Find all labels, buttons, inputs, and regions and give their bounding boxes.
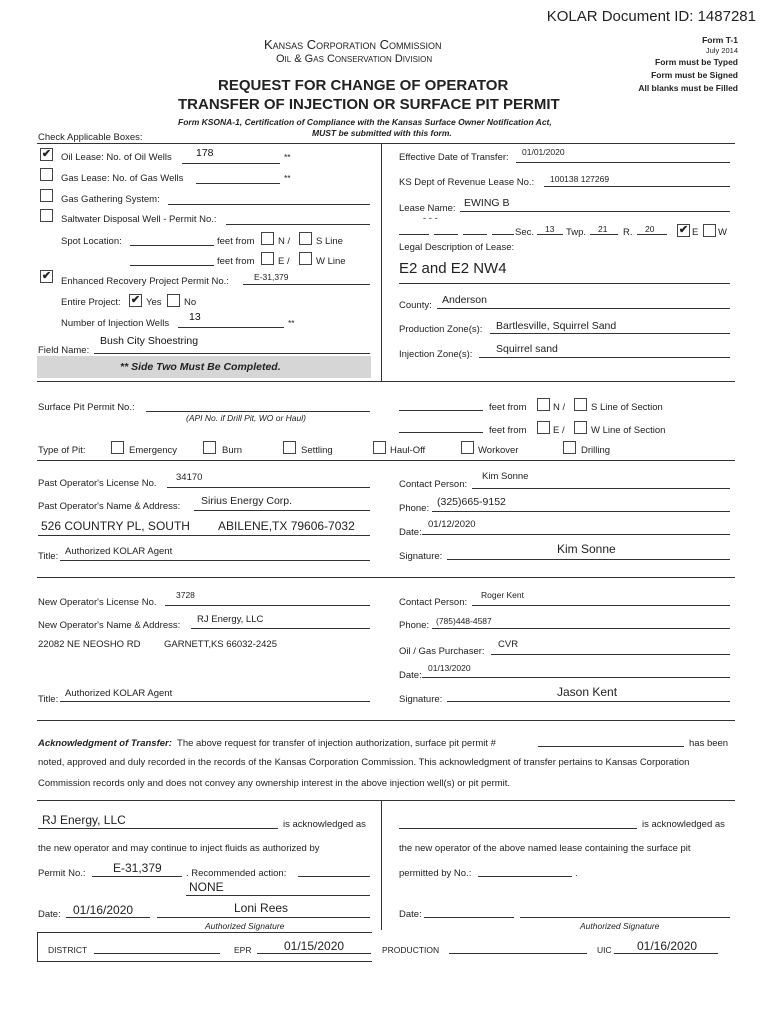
ack-permit-line[interactable] <box>538 746 684 747</box>
pit-settling-checkbox[interactable] <box>283 441 296 454</box>
purchaser-value[interactable]: CVR <box>498 639 519 650</box>
pit-drilling-label: Drilling <box>581 445 611 456</box>
permitted-by-line[interactable] <box>478 876 572 877</box>
past-address-value[interactable]: 526 COUNTRY PL, SOUTH <box>41 519 190 533</box>
requirement-filled: All blanks must be Filled <box>638 83 738 93</box>
past-title-value[interactable]: Authorized KOLAR Agent <box>65 546 173 557</box>
oil-wells-count[interactable]: 178 <box>196 147 214 159</box>
injection-zone-line <box>479 357 730 358</box>
form-title-line2: TRANSFER OF INJECTION OR SURFACE PIT PERMIT <box>178 96 560 113</box>
oil-lease-label: Oil Lease: No. of Oil Wells <box>61 152 172 163</box>
requirement-signed: Form must be Signed <box>651 70 738 80</box>
range-label: R. <box>623 227 633 238</box>
gas-lease-checkbox[interactable] <box>40 168 53 181</box>
oil-wells-line <box>182 163 280 164</box>
new-name-label: New Operator's Name & Address: <box>38 620 181 631</box>
form-date: July 2014 <box>705 46 738 55</box>
spot-ew-line[interactable] <box>130 265 214 266</box>
divider <box>37 381 735 382</box>
oil-lease-checkbox[interactable]: ✔ <box>41 148 52 160</box>
effective-date-label: Effective Date of Transfer: <box>399 152 509 163</box>
right-signature-line[interactable] <box>520 917 730 918</box>
surface-pit-line[interactable] <box>146 411 370 412</box>
production-zone-value[interactable]: Bartlesville, Squirrel Sand <box>496 320 617 332</box>
past-license-line <box>167 487 370 488</box>
divider <box>37 577 735 578</box>
epr-date[interactable]: 01/15/2020 <box>284 939 345 953</box>
past-title-label: Title: <box>38 551 59 562</box>
pit-burn-checkbox[interactable] <box>203 441 216 454</box>
district-line[interactable] <box>94 953 220 954</box>
feet-from-label: feet from <box>489 402 527 413</box>
column-divider <box>381 143 382 381</box>
ks-lease-label: KS Dept of Revenue Lease No.: <box>399 177 535 188</box>
is-acknowledged-text: is acknowledged as <box>283 819 366 830</box>
entire-no-checkbox[interactable] <box>167 294 180 307</box>
district-label: DISTRICT <box>48 945 88 955</box>
epr-label: EPR <box>234 945 252 955</box>
yes-label: Yes <box>146 297 162 308</box>
county-label: County: <box>399 300 432 311</box>
new-name-value[interactable]: RJ Energy, LLC <box>197 614 264 625</box>
epr-line <box>257 953 371 954</box>
side-two-note: ** Side Two Must Be Completed. <box>120 361 281 373</box>
gas-gathering-checkbox[interactable] <box>40 189 53 202</box>
w-line-label: W Line <box>316 256 346 267</box>
divider <box>37 143 735 144</box>
new-address-value[interactable]: 22082 NE NEOSHO RD <box>38 639 141 650</box>
past-date-value[interactable]: 01/12/2020 <box>428 519 476 530</box>
injection-zone-value[interactable]: Squirrel sand <box>496 343 558 355</box>
past-signature-value[interactable]: Kim Sonne <box>557 542 616 556</box>
divider <box>37 800 735 801</box>
eor-checkbox[interactable]: ✔ <box>41 270 52 282</box>
new-title-label: Title: <box>38 694 59 705</box>
feet-from-label: feet from <box>217 256 255 267</box>
right-date-line[interactable] <box>424 917 514 918</box>
gas-wells-line[interactable] <box>196 183 280 184</box>
lease-name-line <box>460 211 730 212</box>
injection-wells-count[interactable]: 13 <box>189 311 201 323</box>
production-label: PRODUCTION <box>382 945 440 955</box>
pit-type-label: Type of Pit: <box>38 445 86 456</box>
pit-e-label: E / <box>553 425 565 436</box>
acknowledgment-line2: noted, approved and duly recorded in the records of the Kansas Corporation Commission. This acknowledgment of transfer pertains to Kansas Corporation <box>38 757 690 768</box>
past-name-label: Past Operator's Name & Address: <box>38 501 181 512</box>
bottom-date-label: Date: <box>38 909 61 920</box>
past-name-line <box>194 510 370 511</box>
uic-date[interactable]: 01/16/2020 <box>637 939 698 953</box>
pit-workover-checkbox[interactable] <box>461 441 474 454</box>
divider <box>37 720 735 721</box>
permitted-by-label: permitted by No.: <box>399 868 472 879</box>
past-contact-value[interactable]: Kim Sonne <box>482 471 529 482</box>
pit-south-checkbox[interactable] <box>574 398 587 411</box>
pit-w-line-label: W Line of Section <box>591 425 666 436</box>
new-signature-value[interactable]: Jason Kent <box>557 685 618 699</box>
effective-date-value[interactable]: 01/01/2020 <box>522 147 565 157</box>
past-license-label: Past Operator's License No. <box>38 478 157 489</box>
kcc-signature-line <box>157 917 370 918</box>
twp-line <box>590 234 618 235</box>
past-signature-label: Signature: <box>399 551 443 562</box>
right-date-label: Date: <box>399 909 422 920</box>
range-east-checkbox[interactable]: ✔ <box>678 224 689 236</box>
range-e-label: E <box>692 227 699 238</box>
purchaser-line <box>491 654 730 655</box>
range-line <box>637 234 667 235</box>
lease-name-label: Lease Name: <box>399 203 456 214</box>
new-contact-line <box>472 605 730 606</box>
kcc-signature-value[interactable]: Loni Rees <box>234 901 289 915</box>
production-zone-label: Production Zone(s): <box>399 324 483 335</box>
form-title-line1: REQUEST FOR CHANGE OF OPERATOR <box>218 77 509 94</box>
bottom-date-value[interactable]: 01/16/2020 <box>73 903 134 917</box>
gas-gathering-label: Gas Gathering System: <box>61 194 160 205</box>
n-label: N / <box>278 236 291 247</box>
east-checkbox[interactable] <box>261 252 274 265</box>
injection-zone-label: Injection Zone(s): <box>399 349 473 360</box>
permit-no-line <box>92 876 182 877</box>
swd-label: Saltwater Disposal Well - Permit No.: <box>61 214 217 225</box>
past-phone-label: Phone: <box>399 503 430 514</box>
qtr-line-2[interactable] <box>434 234 458 235</box>
e-label: E / <box>278 256 290 267</box>
required-mark: ** <box>284 152 291 162</box>
new-phone-label: Phone: <box>399 620 430 631</box>
recommended-action-line-1 <box>298 876 370 877</box>
north-checkbox[interactable] <box>261 232 274 245</box>
ks-lease-line <box>544 186 730 187</box>
pit-emergency-checkbox[interactable] <box>111 441 124 454</box>
divider <box>37 460 735 461</box>
right-company-line[interactable] <box>399 828 637 829</box>
eor-permit-line <box>243 284 370 285</box>
past-phone-line <box>432 511 730 512</box>
spot-ns-line[interactable] <box>130 245 214 246</box>
new-signature-label: Signature: <box>399 694 443 705</box>
new-signature-line <box>447 701 730 702</box>
company-line <box>38 828 278 829</box>
authorized-signature-caption: Authorized Signature <box>205 921 285 931</box>
acknowledgment-line1 <box>38 738 496 749</box>
county-line <box>437 308 730 309</box>
acknowledgment-line3: Commission records only and does not convey any ownership interest in the above injection well(s) or pit permit. <box>38 778 511 789</box>
past-license-value[interactable]: 34170 <box>176 472 203 483</box>
legal-description-value[interactable]: E2 and E2 NW4 <box>399 260 507 277</box>
gas-lease-label: Gas Lease: No. of Gas Wells <box>61 173 184 184</box>
new-license-value[interactable]: 3728 <box>176 590 195 600</box>
division-name: Oil & Gas Conservation Division <box>276 53 433 65</box>
feet-from-label: feet from <box>217 236 255 247</box>
right-is-acknowledged-text: is acknowledged as <box>642 819 725 830</box>
new-phone-value[interactable]: (785)448-4587 <box>436 616 492 626</box>
permit-no-value[interactable]: E-31,379 <box>113 861 162 875</box>
pit-n-label: N / <box>553 402 566 413</box>
past-signature-line <box>447 559 730 560</box>
swd-permit-line[interactable] <box>226 224 370 225</box>
pit-ns-line[interactable] <box>399 410 483 411</box>
new-license-line <box>165 605 370 606</box>
no-label: No <box>184 297 197 308</box>
qtr-line-3[interactable] <box>463 234 487 235</box>
field-name-line <box>94 353 370 354</box>
effective-date-line <box>516 162 730 163</box>
permitted-by-period: . <box>575 868 578 879</box>
eor-permit-number[interactable]: E-31,379 <box>254 272 289 282</box>
pit-ew-line[interactable] <box>399 432 483 433</box>
ksona-note-line2: MUST be submitted with this form. <box>312 128 452 138</box>
legal-description-line <box>399 283 730 284</box>
new-contact-value[interactable]: Roger Kent <box>481 590 524 600</box>
past-contact-line <box>472 488 730 489</box>
eor-label: Enhanced Recovery Project Permit No.: <box>61 276 229 287</box>
acknowledged-company[interactable]: RJ Energy, LLC <box>42 813 126 827</box>
pit-west-checkbox[interactable] <box>574 421 587 434</box>
injection-wells-label: Number of Injection Wells <box>61 318 170 329</box>
past-title-line <box>60 560 370 561</box>
county-value[interactable]: Anderson <box>442 294 487 306</box>
qtr-line-4[interactable] <box>492 234 514 235</box>
new-date-line <box>422 677 730 678</box>
new-name-line <box>191 628 370 629</box>
recommended-action-label: . Recommended action: <box>186 868 287 879</box>
past-date-line <box>422 534 730 535</box>
pit-hauloff-label: Haul-Off <box>390 445 426 456</box>
new-title-line <box>60 701 370 702</box>
field-name-label: Field Name: <box>38 345 90 356</box>
bottom-date-line <box>66 917 150 918</box>
west-checkbox[interactable] <box>299 252 312 265</box>
ks-lease-value[interactable]: 100138 127269 <box>550 174 610 184</box>
past-city-value[interactable]: ABILENE,TX 79606-7032 <box>218 519 355 533</box>
required-mark: ** <box>288 318 295 328</box>
sec-value[interactable]: 13 <box>545 224 555 234</box>
range-west-checkbox[interactable] <box>703 224 716 237</box>
new-date-label: Date: <box>399 670 422 681</box>
production-line[interactable] <box>449 953 587 954</box>
requirement-typed: Form must be Typed <box>655 57 738 67</box>
past-contact-label: Contact Person: <box>399 479 468 490</box>
twp-label: Twp. <box>566 227 587 238</box>
past-address-line <box>38 535 370 536</box>
past-phone-value[interactable]: (325)665-9152 <box>437 496 506 508</box>
new-contact-label: Contact Person: <box>399 597 468 608</box>
pit-emergency-label: Emergency <box>129 445 178 456</box>
feet-from-label: feet from <box>489 425 527 436</box>
check-boxes-label: Check Applicable Boxes: <box>38 132 143 143</box>
spot-location-label: Spot Location: <box>61 236 122 247</box>
production-zone-line <box>490 333 730 334</box>
pit-settling-label: Settling <box>301 445 333 456</box>
pit-north-checkbox[interactable] <box>537 398 550 411</box>
recommended-action-line-2 <box>186 895 370 896</box>
pit-workover-label: Workover <box>478 445 519 456</box>
south-checkbox[interactable] <box>299 232 312 245</box>
entire-yes-checkbox[interactable]: ✔ <box>130 294 141 306</box>
new-operator-inject-text: the new operator and may continue to inject fluids as authorized by <box>38 843 320 854</box>
sec-label: Sec. <box>515 227 535 238</box>
pit-s-line-label: S Line of Section <box>591 402 663 413</box>
legal-description-label: Legal Description of Lease: <box>399 242 515 253</box>
new-city-value[interactable]: GARNETT,KS 66032-2425 <box>164 639 278 650</box>
new-operator-lease-text: the new operator of the above named lease containing the surface pit <box>399 843 691 854</box>
lease-location-dashes: - - - <box>423 213 438 224</box>
new-phone-line <box>432 628 730 629</box>
range-w-label: W <box>718 227 727 238</box>
recommended-action-value[interactable]: NONE <box>189 880 224 894</box>
permit-no-label: Permit No.: <box>38 868 86 879</box>
acknowledgment-heading: Acknowledgment of Transfer: <box>38 738 172 749</box>
past-date-label: Date: <box>399 527 422 538</box>
injection-wells-line <box>178 327 284 328</box>
pit-burn-label: Burn <box>222 445 243 456</box>
pit-east-checkbox[interactable] <box>537 421 550 434</box>
document-id: KOLAR Document ID: 1487281 <box>546 8 756 25</box>
past-name-value[interactable]: Sirius Energy Corp. <box>201 495 293 507</box>
purchaser-label: Oil / Gas Purchaser: <box>399 646 485 657</box>
sec-line <box>537 234 563 235</box>
has-been-text: has been <box>689 738 729 749</box>
uic-line <box>614 953 718 954</box>
new-date-value[interactable]: 01/13/2020 <box>428 663 471 673</box>
agency-name: Kansas Corporation Commission <box>264 37 442 52</box>
s-line-label: S Line <box>316 236 343 247</box>
api-note: (API No. if Drill Pit, WO or Haul) <box>186 413 306 423</box>
acknowledgment-text1: The above request for transfer of injection authorization, surface pit permit # <box>177 738 496 749</box>
ksona-note-line1: Form KSONA-1, Certification of Compliance with the Kansas Surface Owner Notification Act, <box>178 117 552 127</box>
new-title-value[interactable]: Authorized KOLAR Agent <box>65 688 173 699</box>
pit-hauloff-checkbox[interactable] <box>373 441 386 454</box>
column-divider <box>381 800 382 930</box>
pit-drilling-checkbox[interactable] <box>563 441 576 454</box>
uic-label: UIC <box>597 945 612 955</box>
swd-checkbox[interactable] <box>40 209 53 222</box>
qtr-line-1[interactable] <box>399 234 429 235</box>
right-authorized-signature-caption: Authorized Signature <box>580 921 660 931</box>
form-number: Form T-1 <box>702 35 738 45</box>
required-mark: ** <box>284 173 291 183</box>
field-name-value[interactable]: Bush City Shoestring <box>100 335 199 347</box>
range-value[interactable]: 20 <box>645 224 655 234</box>
entire-project-label: Entire Project: <box>61 297 121 308</box>
lease-name-value[interactable]: EWING B <box>464 197 510 209</box>
twp-value[interactable]: 21 <box>598 224 608 234</box>
new-license-label: New Operator's License No. <box>38 597 157 608</box>
surface-pit-label: Surface Pit Permit No.: <box>38 402 135 413</box>
gas-gathering-line[interactable] <box>168 204 370 205</box>
